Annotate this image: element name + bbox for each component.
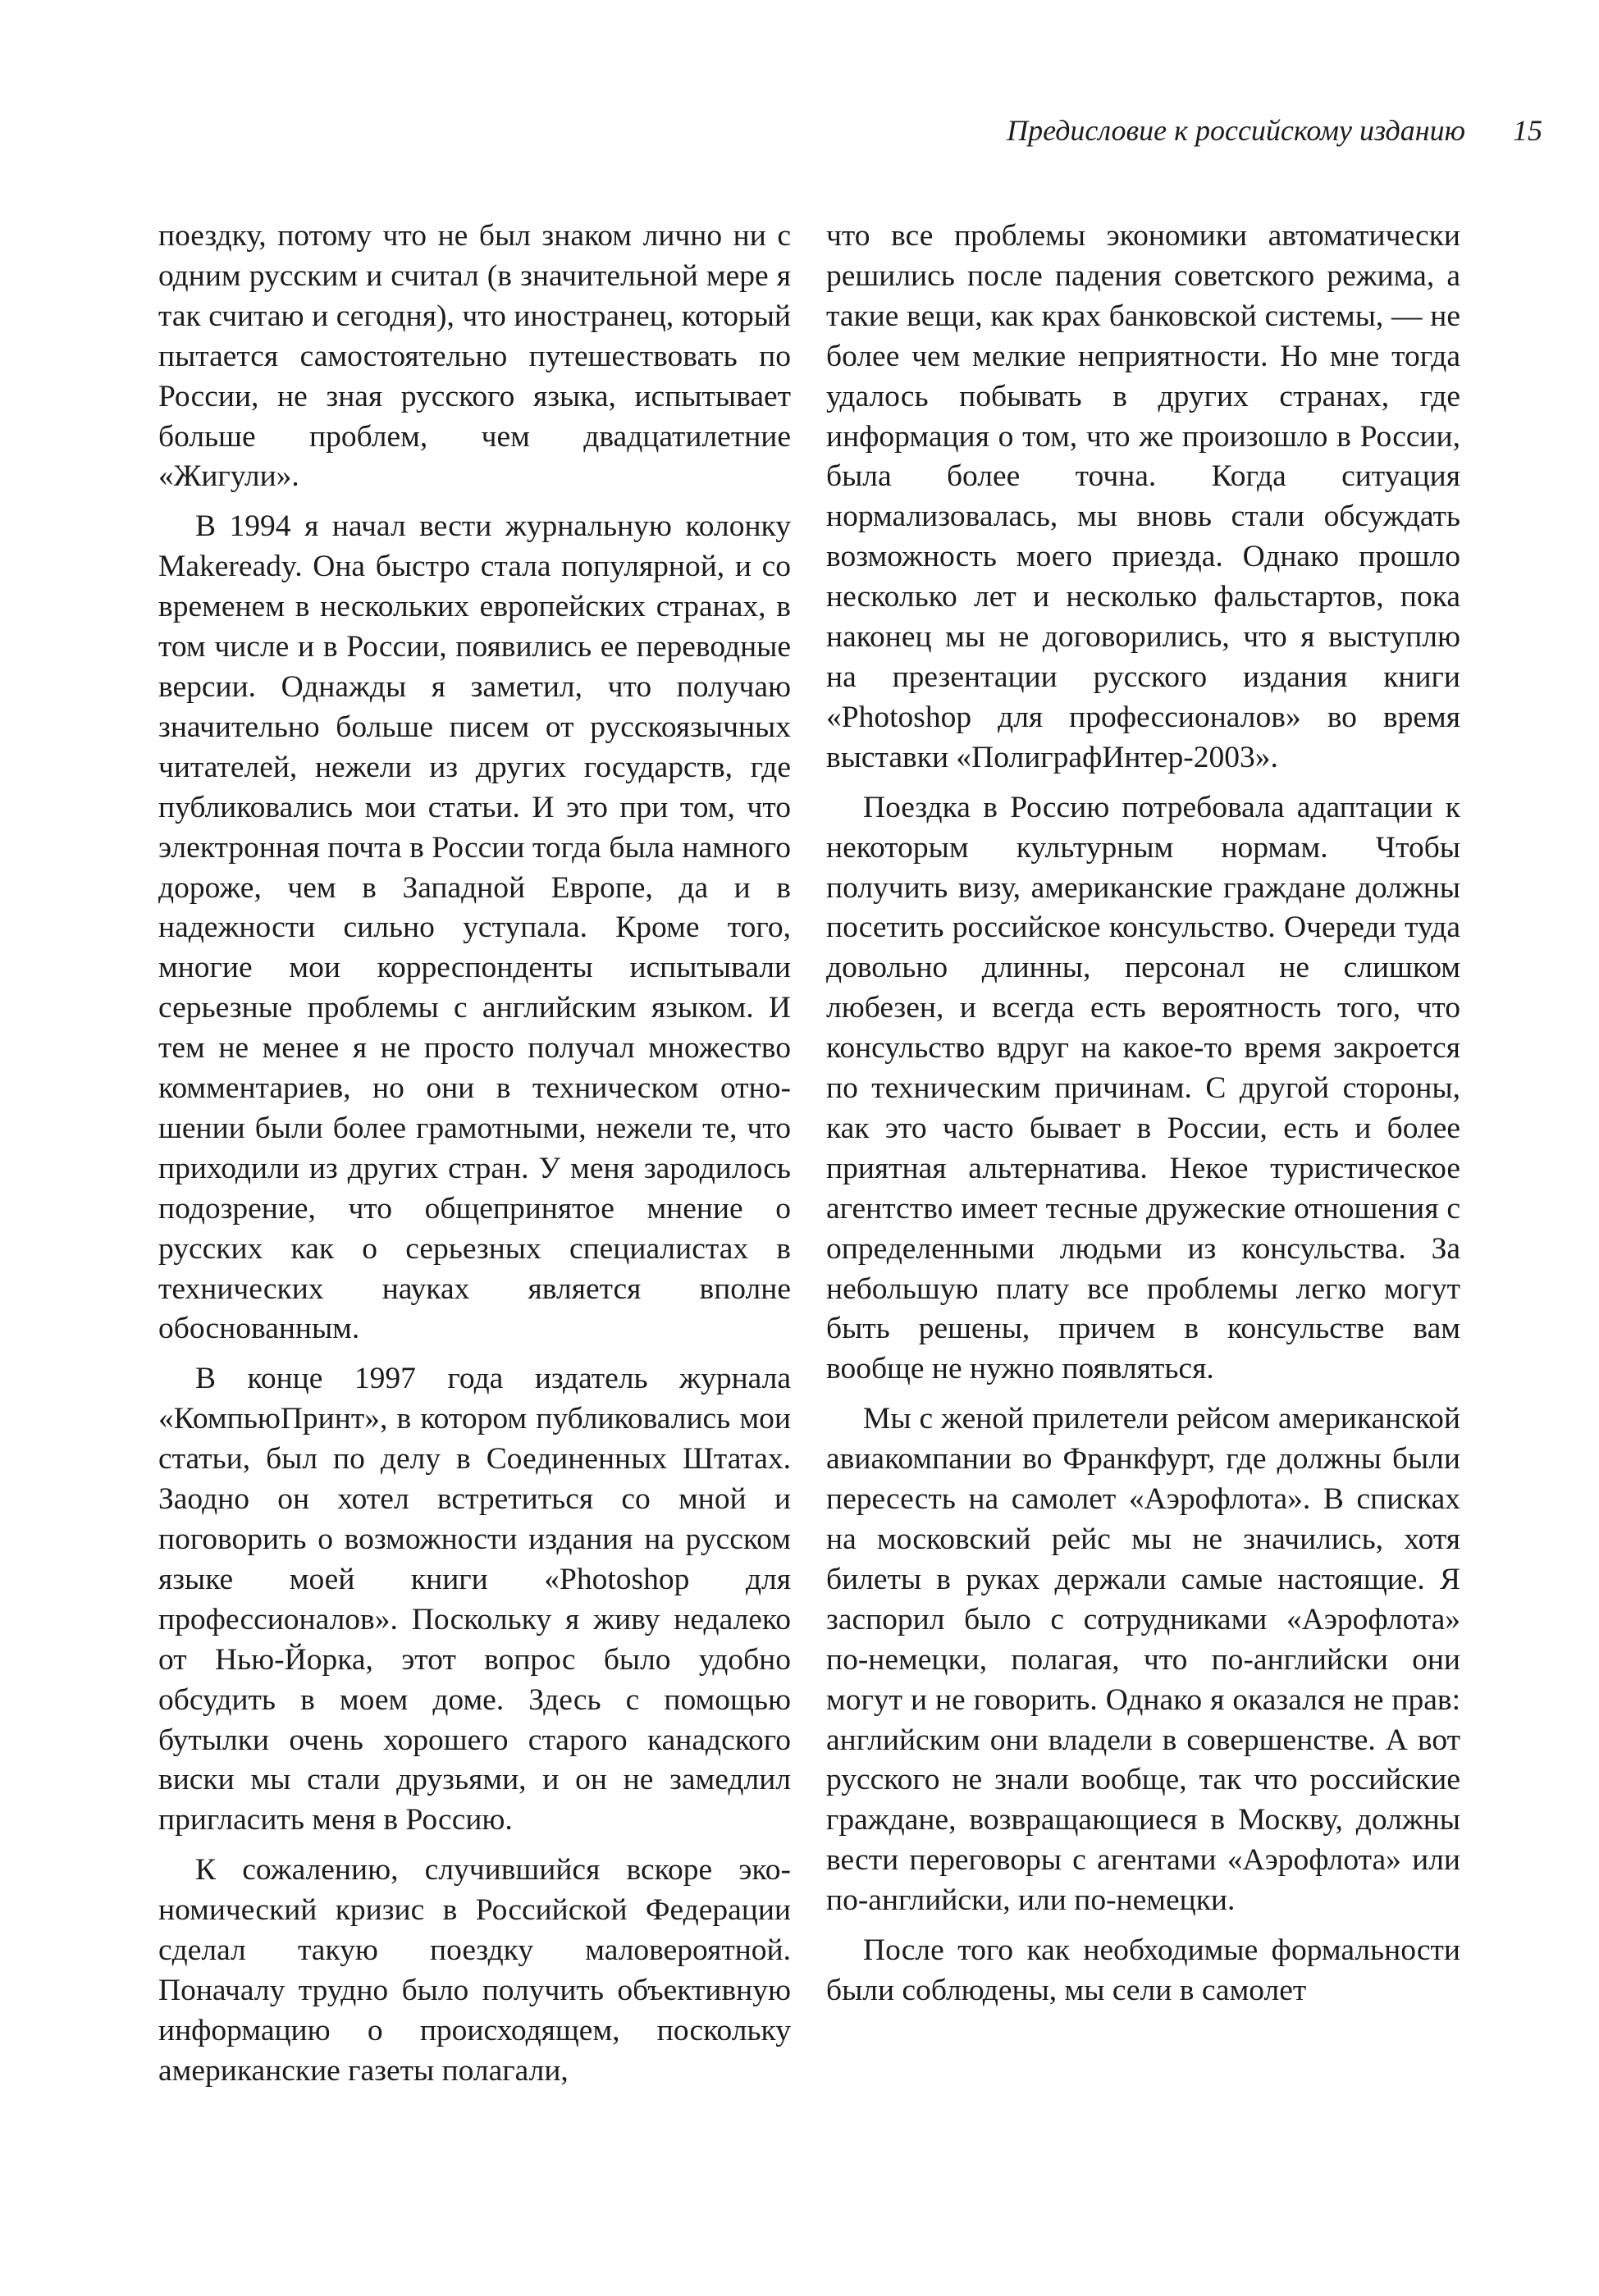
paragraph: После того как необходимые формальности были соблюдены, мы сели в самолет [826, 1933, 1460, 2007]
running-header [902, 113, 1542, 159]
paragraph: В 1994 я начал вести журнальную колонку Makeready. Она быстро стала популярной, и со временем в нескольких европейских странах, в том числе и в России, появились ее переводные версии. Однажды я заметил, что получаю значительно больше писем от русскоязычных читателей, нежели из других государств, где публиковались мои статьи. И это при том, что электронная почта в России тогда была намного дороже, чем в Западной Европе, да и в надежности сильно уступала. Кроме того, многие мои корреспонденты испытывали серьезные проблемы с английским языком. И тем не менее я не просто получал множество комментариев, но они в техническом отношении были более грамотными, нежели те, что приходили из других стран. У меня зародилось подозрение, что общепринятое мнение о русских как о серьезных специалистах в технических науках является вполне обоснованным. [158, 509, 791, 1346]
page-number: 15 [1513, 114, 1542, 147]
running-header-title: Предисловие к российскому изданию [1007, 114, 1465, 147]
paragraph: Поездка в Россию потребовала адаптации к некоторым культурным нормам. Чтобы получить визу, американские граждане должны посетить российское консульство. Очереди туда довольно длинны, персонал не слишком любезен, и всегда есть вероятность того, что консульство вдруг на какое-то время закроется по техническим причинам. С другой стороны, как это часто бывает в России, есть и более приятная альтернатива. Некое туристическое агентство имеет тесные дружеские отношения с определенными людьми из консульства. За небольшую плату все проблемы легко могут быть решены, причем в консульстве вам вообще не нужно появляться. [826, 790, 1460, 1386]
paragraph: В конце 1997 года издатель журнала «КомпьюПринт», в котором публиковались мои статьи, был по делу в Соединенных Штатах. Заодно он хотел встретиться со мной и поговорить о возможности издания на русском языке моей книги «Photoshop для профессионалов». Поскольку я живу недалеко от Нью-Йорка, этот вопрос было удобно обсудить в моем доме. Здесь с помощью бутылки очень хорошего старого канадского виски мы стали друзьями, и он не замедлил пригласить меня в Россию. [158, 1362, 791, 1837]
left-column [158, 217, 791, 2092]
paragraph: Мы с женой прилетели рейсом американской авиакомпании во Франкфурт, где должны были пересесть на самолет «Аэрофлота». В списках на московский рейс мы не значились, хотя билеты в руках держали самые настоящие. Я заспорил было с сотрудниками «Аэрофлота» по-немецки, полагая, что по-английски они могут и не говорить. Однако я оказался не прав: английским они владели в совершенстве. А вот русского не знали вообще, так что российские граждане, возвращающиеся в Москву, должны вести переговоры с агентами «Аэрофлота» или по-английски, или по-немецки. [826, 1402, 1460, 1918]
paragraph: что все проблемы экономики автоматически решились после падения советского режима, а такие вещи, как крах банковской системы, — не более чем мелкие неприятности. Но мне тогда удалось побывать в других странах, где информация о том, что же произошло в России, была более точна. Когда ситуация нормализовалась, мы вновь стали обсуждать возможность моего приезда. Однако прошло несколько лет и несколько фальстартов, пока наконец мы не договорились, что я выступлю на презентации русского издания книги «Photoshop для профессионалов» во время выставки «ПолиграфИнтер-2003». [826, 219, 1460, 774]
paragraph: К сожалению, случившийся вскоре экономический кризис в Российской Федерации сделал такую поездку маловероятной. Поначалу трудно было получить объективную информацию о происходящем, поскольку американские газеты полагали, [158, 1853, 791, 2088]
right-column [826, 217, 1460, 2011]
paragraph: поездку, потому что не был знаком лично ни с одним русским и считал (в значительной мере я так считаю и сегодня), что иностранец, который пытается самостоятельно путешествовать по России, не зная русского языка, испытывает больше проблем, чем двадцатилетние «Жигули». [158, 219, 791, 494]
